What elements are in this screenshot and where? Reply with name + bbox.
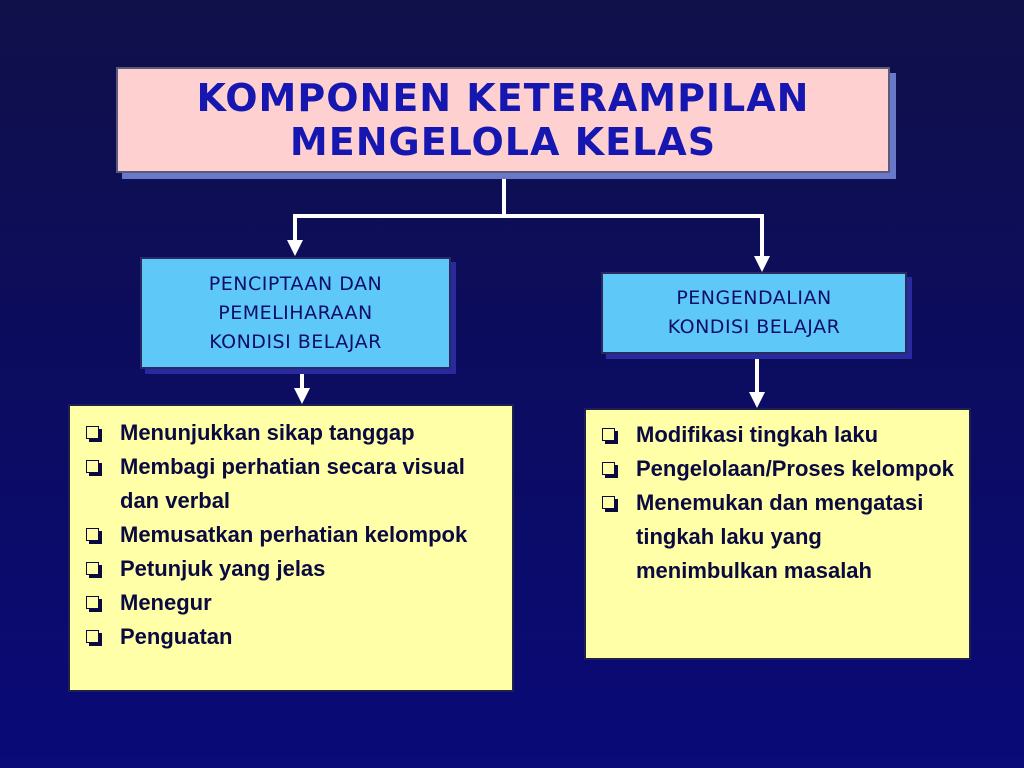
left-list-arrow-head — [294, 388, 310, 404]
checkbox-bullet-icon — [86, 460, 99, 473]
list-item-text: Menunjukkan sikap tanggap — [120, 420, 415, 445]
list-item-text: Menegur — [120, 590, 212, 615]
left-heading-line-2: PEMELIHARAAN — [218, 301, 373, 324]
checkbox-bullet-icon — [602, 428, 615, 441]
left-heading-line-3: KONDISI BELAJAR — [209, 330, 382, 353]
list-item — [82, 416, 504, 450]
right-category-box — [601, 272, 907, 354]
list-item — [82, 450, 504, 518]
list-item — [598, 418, 961, 452]
right-arrow-head — [754, 256, 770, 272]
left-arrow-head — [287, 240, 303, 256]
list-item — [82, 620, 504, 654]
left-heading-line-1: PENCIPTAAN DAN — [208, 272, 383, 295]
checkbox-bullet-icon — [86, 596, 99, 609]
checkbox-bullet-icon — [86, 562, 99, 575]
list-item — [82, 586, 504, 620]
left-category-box — [140, 257, 451, 369]
right-heading-line-1: PENGENDALIAN — [676, 287, 832, 309]
left-item-list — [82, 416, 504, 654]
list-item — [82, 518, 504, 552]
diagram-title-box — [116, 67, 890, 173]
title-line-1: KOMPONEN KETERAMPILAN — [196, 76, 810, 120]
list-item-text: Memusatkan perhatian kelompok — [120, 522, 468, 547]
list-item-text: Pengelolaan/Proses kelompok — [636, 456, 954, 481]
title-line-2: MENGELOLA KELAS — [289, 120, 717, 164]
list-item — [598, 452, 961, 486]
list-item-text: Membagi perhatian secara visual dan verbal — [120, 454, 465, 513]
list-item-text: Menemukan dan mengatasi tingkah laku yang menimbulkan masalah — [636, 490, 924, 583]
right-heading-line-2: KONDISI BELAJAR — [667, 316, 841, 338]
list-item-text: Petunjuk yang jelas — [120, 556, 326, 581]
checkbox-bullet-icon — [602, 462, 615, 475]
checkbox-bullet-icon — [602, 496, 615, 509]
list-item-text: Modifikasi tingkah laku — [636, 422, 879, 447]
list-item — [82, 552, 504, 586]
list-item-text: Penguatan — [120, 624, 233, 649]
list-item — [598, 486, 961, 588]
left-item-list-box — [68, 404, 514, 692]
checkbox-bullet-icon — [86, 426, 99, 439]
checkbox-bullet-icon — [86, 630, 99, 643]
right-item-list-box — [584, 408, 971, 660]
right-list-arrow-head — [749, 392, 765, 408]
checkbox-bullet-icon — [86, 528, 99, 541]
right-item-list — [598, 418, 961, 588]
